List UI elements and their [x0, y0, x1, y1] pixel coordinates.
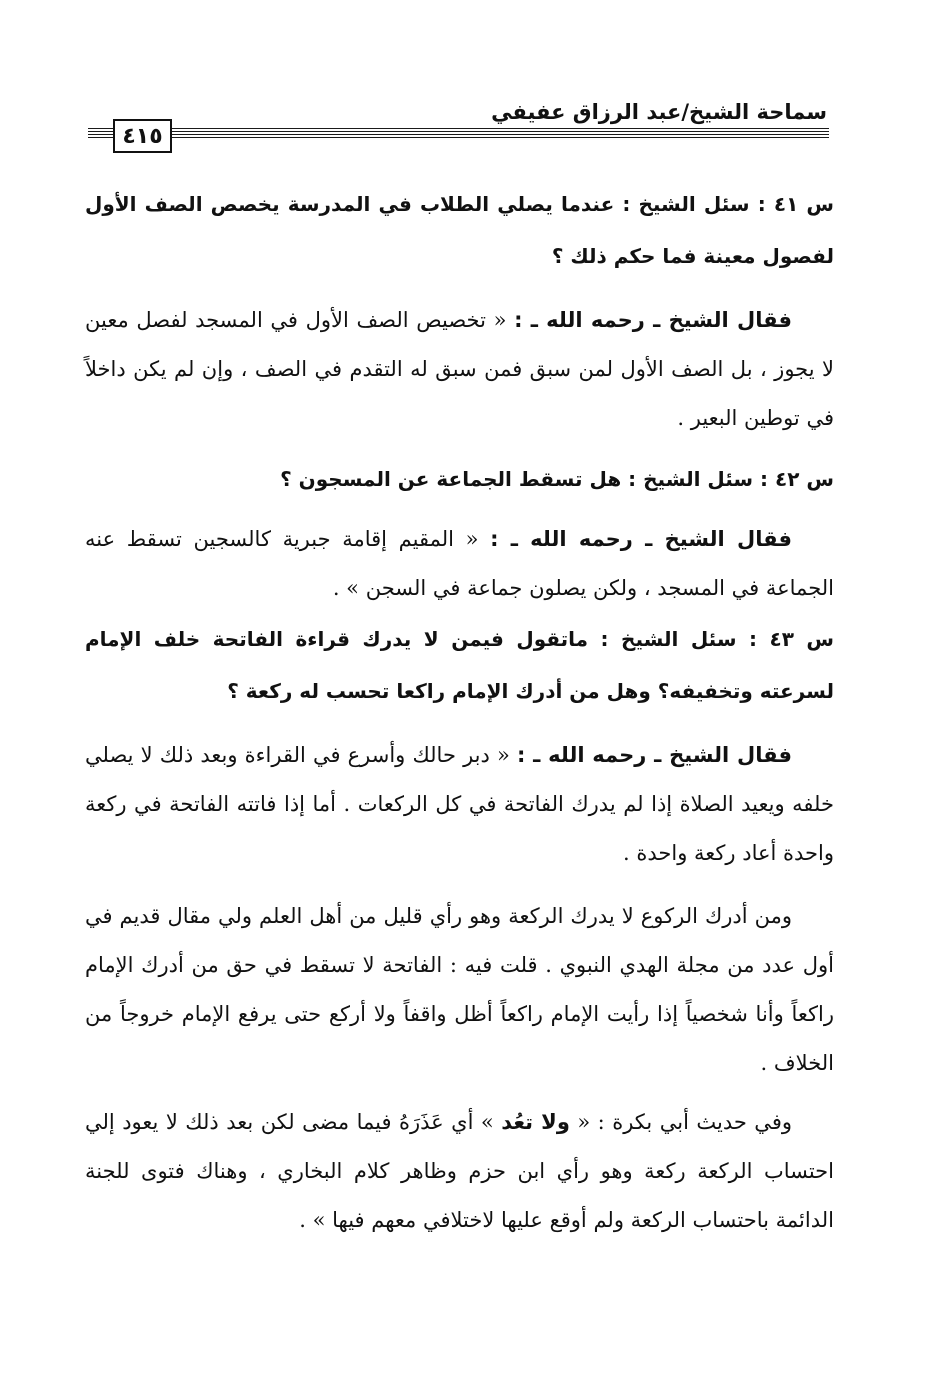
paragraph-2-quote: ولا تعُد [501, 1110, 570, 1134]
answer-43-text: « دبر حالك وأسرع في القراءة وبعد ذلك لا يصلي خلفه ويعيد الصلاة إذا لم يدرك الفاتحة في كل الركعات . أما إذا فاتته الفاتحة في ركعة واحدة أعاد ركعة واحدة . [85, 743, 834, 865]
header-title: سماحة الشيخ/عبد الرزاق عفيفي [491, 100, 827, 124]
question-43: س ٤٣ : سئل الشيخ : ماتقول فيمن لا يدرك قراءة الفاتحة خلف الإمام لسرعته وتخفيفه؟ وهل من أدرك الإمام راكعا تحسب له ركعة ؟ [85, 627, 835, 703]
answer-41-speaker: فقال الشيخ ـ رحمه الله ـ : [514, 308, 792, 332]
page-body [85, 178, 834, 1245]
answer-42-speaker: فقال الشيخ ـ رحمه الله ـ : [490, 527, 792, 551]
answer-43-speaker: فقال الشيخ ـ رحمه الله ـ : [517, 743, 792, 767]
answer-43 [85, 731, 834, 878]
answer-41 [85, 296, 834, 443]
answer-42-text: « المقيم إقامة جبرية كالسجين تسقط عنه الجماعة في المسجد ، ولكن يصلون جماعة في السجن » . [85, 527, 834, 600]
answer-41-text: « تخصيص الصف الأول في المسجد لفصل معين لا يجوز ، بل الصف الأول لمن سبق فمن سبق له التقدم في الصف ، وإن لم يكن داخلاً في توطين البعير . [85, 308, 834, 430]
page-number: ٤١٥ [113, 119, 172, 153]
paragraph-2-post: » أي عَذَرَهُ فيما مضى لكن بعد ذلك لا يعود إلي احتساب الركعة ركعة وهو رأي ابن حزم وظاهر كلام البخاري ، وهناك فتوى للجنة الدائمة باحتساب الركعة ولم أوقع عليها لاختلافي معهم فيها » . [85, 1110, 834, 1232]
answer-42 [85, 515, 834, 613]
question-41: س ٤١ : سئل الشيخ : عندما يصلي الطلاب في المدرسة يخصص الصف الأول لفصول معينة فما حكم ذلك ؟ [85, 192, 835, 268]
question-42: س ٤٢ : سئل الشيخ : هل تسقط الجماعة عن المسجون ؟ [280, 467, 834, 491]
paragraph-1: ومن أدرك الركوع لا يدرك الركعة وهو رأي قليل من أهل العلم ولي مقال قديم في أول عدد من مجلة الهدي النبوي . قلت فيه : الفاتحة لا تسقط في حق من أدرك الإمام راكعاً وأنا شخصياً إذا رأيت الإمام راكعاً أظل واقفاً ولا أركع حتى يرفع الإمام خروجاً من الخلاف . [85, 904, 834, 1075]
header-rule [88, 128, 829, 140]
paragraph-2-pre: وفي حديث أبي بكرة : « [569, 1110, 792, 1134]
paragraph-2 [85, 1098, 834, 1245]
